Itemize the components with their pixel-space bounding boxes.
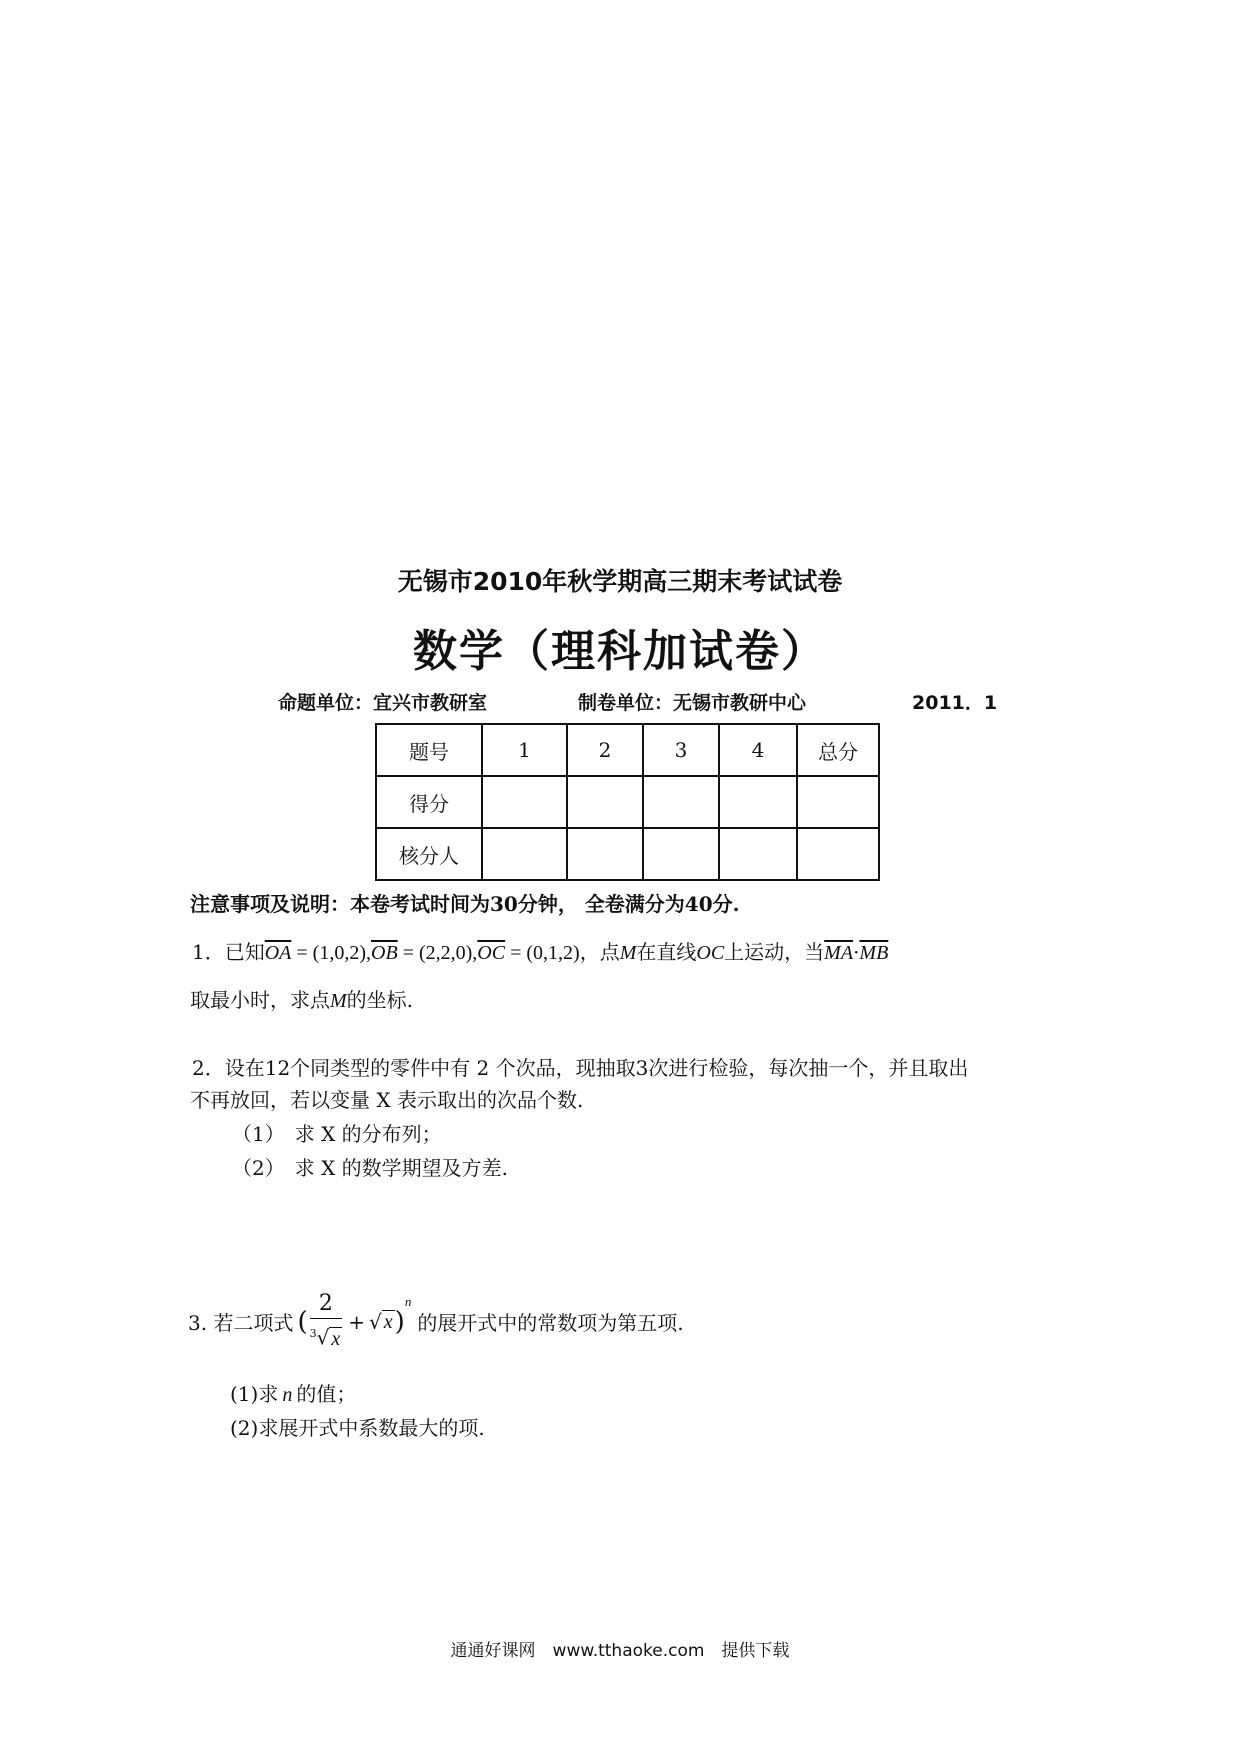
producer-line	[578, 688, 806, 715]
question-2-line-1: 2．设在12个同类型的零件中有 2 个次品，现抽取3次进行检验，每次抽一个，并且取出	[192, 1056, 969, 1080]
exam-subtitle: 数学（理科加试卷）	[413, 626, 827, 677]
question-number: 1．	[192, 940, 225, 964]
var-n: n	[282, 1384, 293, 1406]
table-cell: 题号	[376, 724, 482, 776]
vector-ma: $\overline{MA}$	[824, 942, 854, 964]
vector-mb: $\overline{MB}$	[859, 942, 889, 964]
text: = (2,2,0),	[397, 942, 478, 964]
score-row-header	[376, 724, 879, 776]
fraction-numerator: 2	[310, 1290, 343, 1319]
question-2-sub-2: （2） 求 X 的数学期望及方差.	[232, 1156, 509, 1180]
text: 的展开式中的常数项为第五项.	[417, 1311, 684, 1336]
var-m: M	[330, 990, 347, 1012]
paren-open: (	[297, 1306, 308, 1337]
score-input-cell[interactable]	[719, 776, 797, 828]
text: = (1,0,2),	[291, 942, 372, 964]
vector-oc: $\overline{OC}$	[477, 942, 506, 964]
text: ，点	[579, 940, 620, 964]
table-cell: 2	[567, 724, 643, 776]
exam-date: 2011．1	[912, 692, 998, 714]
plus: +	[348, 1309, 366, 1334]
text: 3. 若二项式	[188, 1311, 294, 1336]
checker-input-cell[interactable]	[719, 828, 797, 880]
issuer: 命题单位：宜兴市教研室	[278, 692, 488, 714]
checker-input-cell[interactable]	[643, 828, 719, 880]
score-input-cell[interactable]	[797, 776, 879, 828]
score-input-cell[interactable]	[567, 776, 643, 828]
table-cell: 1	[482, 724, 567, 776]
checker-input-cell[interactable]	[567, 828, 643, 880]
table-cell: 3	[643, 724, 719, 776]
text: = (0,1,2)	[505, 942, 580, 964]
vector-oa: $\overline{OA}$	[264, 942, 292, 964]
fraction	[310, 1290, 343, 1354]
text: 的值；	[296, 1382, 357, 1406]
line-oc: OC	[696, 942, 725, 964]
root-index: 3	[309, 1327, 317, 1340]
question-2-line-2: 不再放回，若以变量 X 表示取出的次品个数.	[190, 1088, 584, 1112]
text: 上运动，当	[724, 940, 825, 964]
root-var: x	[331, 1327, 341, 1350]
text: (1)求	[230, 1382, 279, 1406]
text: 取最小时，求点	[190, 988, 330, 1012]
score-table	[375, 723, 880, 881]
radical-sign: √	[369, 1309, 382, 1334]
question-3-line-1	[188, 1290, 684, 1354]
exponent-n: n	[404, 1294, 412, 1309]
producer: 制卷单位：无锡市教研中心	[578, 692, 807, 714]
score-row-score	[376, 776, 879, 828]
score-input-cell[interactable]	[482, 776, 567, 828]
notice: 注意事项及说明：本卷考试时间为30分钟， 全卷满分为40分.	[190, 892, 740, 916]
question-1-line-2	[190, 984, 413, 1013]
question-1-line-1	[192, 936, 888, 965]
exam-title: 无锡市2010年秋学期高三期末考试试卷	[397, 567, 843, 596]
checker-input-cell[interactable]	[482, 828, 567, 880]
sqrt-var: x	[383, 1310, 393, 1333]
text: 在直线	[636, 940, 697, 964]
table-cell: 4	[719, 724, 797, 776]
text: 的坐标.	[346, 988, 414, 1012]
checker-input-cell[interactable]	[797, 828, 879, 880]
score-input-cell[interactable]	[643, 776, 719, 828]
var-m: M	[619, 942, 637, 964]
table-cell: 总分	[797, 724, 879, 776]
paren-close: )	[394, 1306, 405, 1337]
score-row-checker	[376, 828, 879, 880]
fraction-denominator	[310, 1319, 343, 1354]
vector-ob: $\overline{OB}$	[371, 942, 398, 964]
table-cell: 得分	[376, 776, 482, 828]
question-2-sub-1: （1） 求 X 的分布列；	[232, 1122, 442, 1146]
radical-sign: √	[316, 1325, 330, 1350]
question-3-sub-1	[230, 1378, 356, 1407]
text: 已知	[224, 940, 265, 964]
footer-credit: 通通好课网 www.tthaoke.com 提供下载	[450, 1641, 790, 1661]
issuer-line	[278, 688, 487, 715]
dot-operator: ·	[853, 940, 860, 964]
question-3-sub-2: (2)求展开式中系数最大的项.	[230, 1416, 485, 1440]
table-cell: 核分人	[376, 828, 482, 880]
